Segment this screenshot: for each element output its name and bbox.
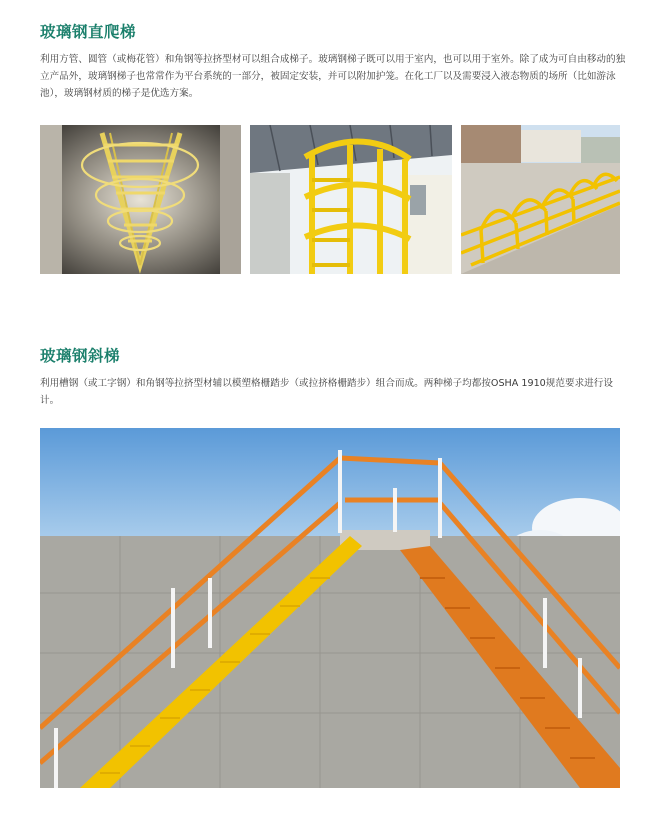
- section2-title: 玻璃钢斜梯: [40, 347, 121, 365]
- section2-paragraph: 利用槽钢（或工字钢）和角钢等拉挤型材辅以模塑格栅踏步（或拉挤格栅踏步）组合而成。两种梯子均都按OSHA 1910规范要求进行设计。: [40, 378, 613, 406]
- yellow-cage-ladder-photo: [250, 125, 452, 274]
- section1-title: 玻璃钢直爬梯: [40, 23, 137, 41]
- yellow-walkway-photo: [461, 125, 620, 274]
- inclined-stairs-photo: [40, 428, 620, 788]
- cage-ladder-shaft-photo: [40, 125, 241, 274]
- section1-paragraph: 利用方管、圆管（或梅花管）和角钢等拉挤型材可以组合成梯子。玻璃钢梯子既可以用于室内，也可以用于室外。除了成为可自由移动的独立产品外，玻璃钢梯子也常常作为平台系统的一部分，被固定安装，并可以附加护笼。在化工厂以及需要浸入液态物质的场所（比如游泳池），玻璃钢材质的梯子是优选方案。: [40, 54, 626, 99]
